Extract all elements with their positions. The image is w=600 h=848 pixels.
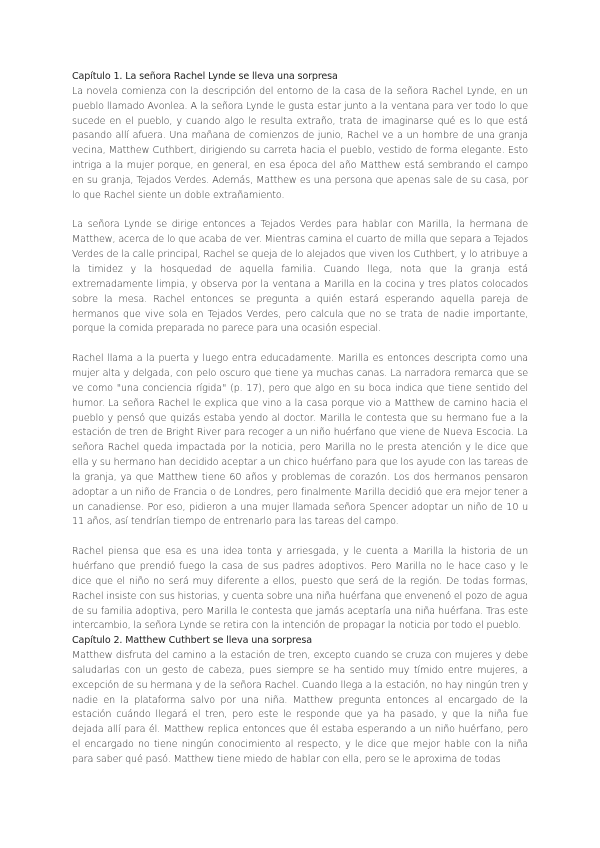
chapter-1-paragraph-1: La novela comienza con la descripción del entorno de la casa de la señora Rachel Lynde, en un pueblo llamado Avonlea. A la señora Lynde le gusta estar junto a la ventana para ver todo lo que sucede en el pueblo, y cuando algo le resulta extraño, trata de imaginarse qué es lo que está pasando allí afuera. Una mañana de comienzos de junio, Rachel ve a un hombre de una granja vecina, Matthew Cuthbert, dirigiendo su carreta hacia el pueblo, vestido de forma elegante. Esto intriga a la mujer porque, en general, en esa época del año Matthew está sembrando el campo en su granja, Tejados Verdes. Además, Matthew es una persona que apenas sale de su casa, por lo que Rachel siente un doble extrañamiento. [72,85,528,201]
chapter-1-paragraph-2: La señora Lynde se dirige entonces a Tejados Verdes para hablar con Marilla, la hermana de Matthew, acerca de lo que acaba de ver. Mientras camina el cuarto de milla que separa a Tejados Verdes de la calle principal, Rachel se queja de lo alejados que viven los Cuthbert, y lo atribuye a la timidez y la hosquedad de aquella familia. Cuando llega, nota que la granja está extremadamente limpia, y observa por la ventana a Marilla en la cocina y tres platos colocados sobre la mesa. Rachel entonces se pregunta a quién estará esperando aquella pareja de hermanos que vive sola en Tejados Verdes, pero calcula que no se trata de nadie importante, porque la comida preparada no parece para una ocasión especial. [72,219,528,335]
document-page [72,70,528,768]
chapter-1-paragraph-4: Rachel piensa que esa es una idea tonta y arriesgada, y le cuenta a Marilla la historia de un huérfano que prendió fuego la casa de sus padres adoptivos. Pero Marilla no le hace caso y le dice que el niño no será muy diferente a ellos, puesto que será de la región. De todas formas, Rachel insiste con sus historias, y cuenta sobre una niña huérfana que envenenó el pozo de agua de su familia adoptiva, pero Marilla le contesta que jamás aceptaría una niña huérfana. Tras este intercambio, la señora Lynde se retira con la intención de propagar la noticia por todo el pueblo. [72,546,528,632]
chapter-2-paragraph-1: Matthew disfruta del camino a la estación de tren, excepto cuando se cruza con mujeres y debe saludarlas con un gesto de cabeza, pues siempre se ha sentido muy tímido entre mujeres, a excepción de su hermana y de la señora Rachel. Cuando llega a la estación, no hay ningún tren y nadie en la plataforma salvo por una niña. Matthew pregunta entonces al encargado de la estación cuándo llegará el tren, pero este le responde que ya ha pasado, y que la niña fue dejada allí para él. Matthew replica entonces que él estaba esperando a un niño huérfano, pero el encargado no tiene ningún conocimiento al respecto, y le dice que mejor hable con la niña para saber qué pasó. Matthew tiene miedo de hablar con ella, pero se le aproxima de todas [72,650,528,765]
chapter-1-heading: Capítulo 1. La señora Rachel Lynde se lleva una sorpresa [72,71,338,82]
chapter-1-paragraph-3: Rachel llama a la puerta y luego entra educadamente. Marilla es entonces descripta como una mujer alta y delgada, con pelo oscuro que tiene ya muchas canas. La narradora remarca que se ve como "una conciencia rígida" (p. 17), pero que algo en su boca indica que tiene sentido del humor. La señora Rachel le explica que vino a la casa porque vio a Matthew de camino hacia el pueblo y pensó que quizás estaba yendo al doctor. Marilla le contesta que su hermano fue a la estación de tren de Bright River para recoger a un niño huérfano que viene de Nueva Escocia. La señora Rachel queda impactada por la noticia, pero Marilla no le presta atención y le dice que ella y su hermano han decidido aceptar a un chico huérfano para que los ayude con las tareas de la granja, ya que Matthew tiene 60 años y problemas de corazón. Los dos hermanos pensaron adoptar a un niño de Francia o de Londres, pero finalmente Marilla decidió que era mejor tener a un canadiense. Por eso, pidieron a una mujer llamada señora Spencer adoptar un niño de 10 u 11 años, así tendrían tiempo de entrenarlo para las tareas del campo. [72,353,528,528]
chapter-2-heading: Capítulo 2. Matthew Cuthbert se lleva una sorpresa [72,635,312,647]
